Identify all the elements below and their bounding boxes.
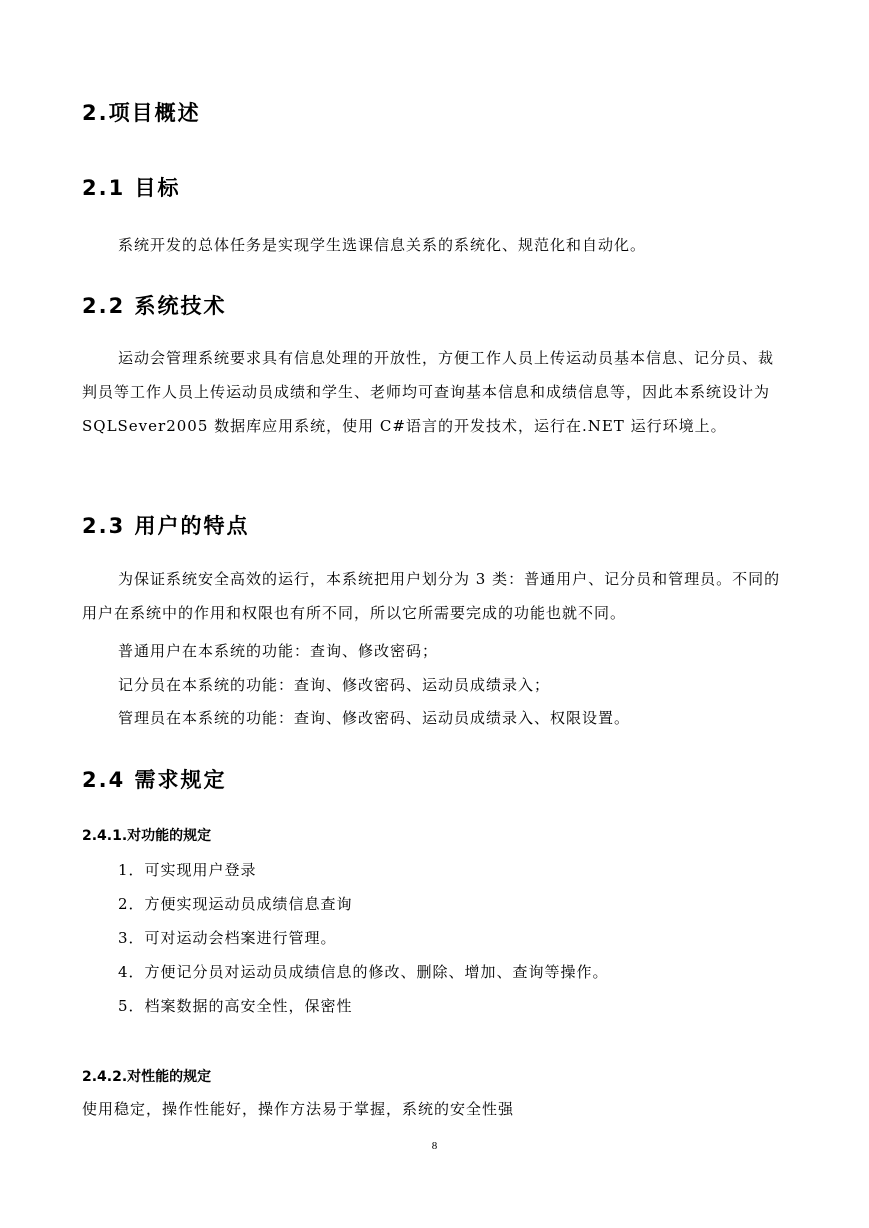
function-list-item: 4．方便记分员对运动员成绩信息的修改、删除、增加、查询等操作。 (118, 963, 609, 981)
section-2-3-intro (82, 562, 787, 630)
section-2-2-text: 运动会管理系统要求具有信息处理的开放性，方便工作人员上传运动员基本信息、记分员、裁判员等工作人员上传运动员成绩和学生、老师均可查询基本信息和成绩信息等，因此本系统设计为 SQLSever2005 数据库应用系统，使用 C#语言的开发技术，运行在.NET 运行环境上。 (82, 349, 775, 435)
section-2-4-1-heading: 2.4.1.对功能的规定 (82, 828, 212, 844)
section-2-1-heading: 2.1 目标 (82, 176, 181, 200)
function-list-item: 3．可对运动会档案进行管理。 (118, 929, 337, 947)
section-2-3-intro-text: 为保证系统安全高效的运行，本系统把用户划分为 3 类：普通用户、记分员和管理员。不同的用户在系统中的作用和权限也有所不同，所以它所需要完成的功能也就不同。 (82, 570, 781, 622)
section-2-4-2-body: 使用稳定，操作性能好，操作方法易于掌握，系统的安全性强 (82, 1100, 515, 1118)
function-list-item: 1．可实现用户登录 (118, 861, 257, 879)
section-2-2-body (82, 341, 787, 443)
role-item-scorer: 记分员在本系统的功能：查询、修改密码、运动员成绩录入； (118, 676, 551, 694)
role-item-admin: 管理员在本系统的功能：查询、修改密码、运动员成绩录入、权限设置。 (118, 709, 631, 727)
section-2-3-heading: 2.3 用户的特点 (82, 514, 250, 538)
page-number: 8 (431, 1140, 438, 1152)
function-list-item: 2．方便实现运动员成绩信息查询 (118, 895, 353, 913)
function-list-item: 5．档案数据的高安全性，保密性 (118, 997, 353, 1015)
section-2-2-heading: 2.2 系统技术 (82, 294, 227, 318)
role-item-normal-user: 普通用户在本系统的功能：查询、修改密码； (118, 642, 439, 660)
section-2-heading: 2.项目概述 (82, 101, 201, 125)
section-2-4-heading: 2.4 需求规定 (82, 768, 227, 792)
section-2-4-2-heading: 2.4.2.对性能的规定 (82, 1069, 212, 1085)
section-2-1-body: 系统开发的总体任务是实现学生选课信息关系的系统化、规范化和自动化。 (118, 236, 647, 254)
